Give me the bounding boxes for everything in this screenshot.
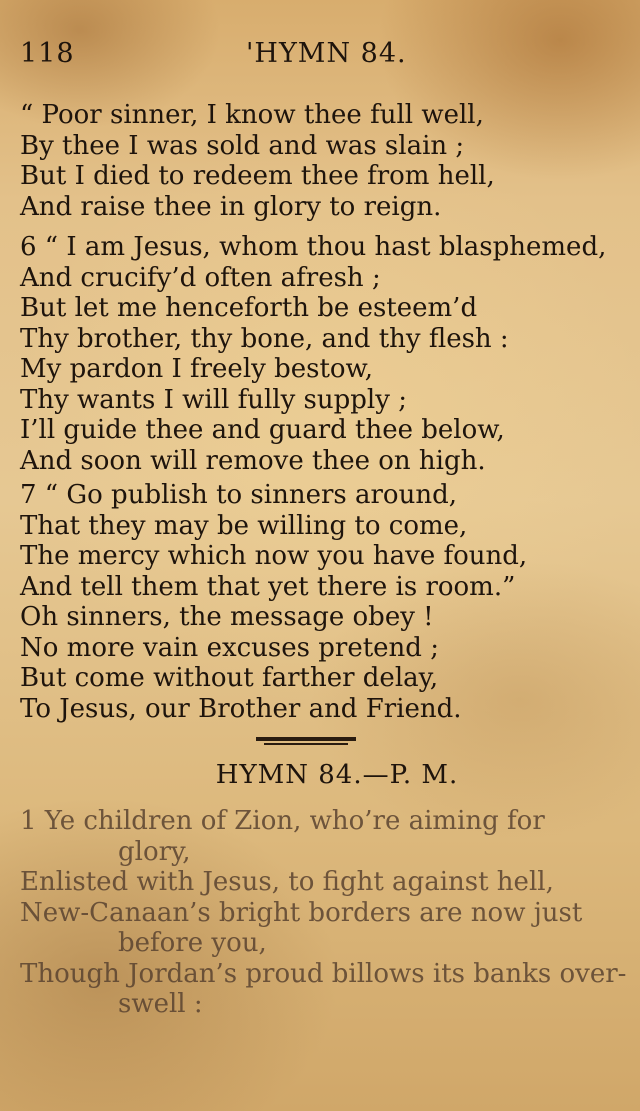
stanza-line: And crucify’d often afresh ; (20, 262, 381, 293)
hymn-title: HYMN 84.—P. M. (215, 760, 459, 790)
stanza-line: But come without farther delay, (20, 663, 439, 693)
stanza-line: But I died to redeem thee from hell, (20, 161, 495, 191)
divider-thin-rule (264, 743, 348, 745)
stanza-line: And tell them that yet there is room.” (20, 571, 516, 602)
stanza-line: The mercy which now you have found, (20, 541, 528, 571)
stanza-5 (20, 100, 630, 222)
stanza-line: To Jesus, our Brother and Friend. (20, 693, 462, 724)
running-head: 'HYMN 84. (246, 38, 407, 69)
verse-line: 1 Ye children of Zion, who’re aiming for (20, 806, 545, 836)
stanza-line: Thy brother, thy bone, and thy flesh : (20, 323, 509, 354)
stanza-7 (20, 480, 630, 724)
page-header (20, 38, 620, 78)
divider-thick-rule (256, 737, 356, 741)
stanza-line: Oh sinners, the message obey ! (20, 602, 434, 632)
stanza-line: No more vain excuses pretend ; (20, 632, 439, 663)
stanza-line: My pardon I freely bestow, (20, 354, 373, 384)
verse-line: before you, (118, 928, 267, 958)
stanza-6 (20, 232, 630, 476)
verse-line: Though Jordan’s proud billows its banks over- (20, 958, 627, 989)
stanza-line: “ Poor sinner, I know thee full well, (20, 100, 484, 130)
verse-line: New-Canaan’s bright borders are now just (20, 897, 583, 928)
hymn-verse-1 (20, 806, 630, 1020)
stanza-line: 7 “ Go publish to sinners around, (20, 480, 457, 510)
verse-line: glory, (118, 836, 191, 867)
stanza-line: And raise thee in glory to reign. (20, 191, 442, 222)
verse-line: swell : (118, 989, 203, 1019)
stanza-line: 6 “ I am Jesus, whom thou hast blasphemed, (20, 232, 607, 262)
stanza-line: And soon will remove thee on high. (20, 445, 486, 476)
verse-line: Enlisted with Jesus, to fight against hell, (20, 867, 554, 897)
stanza-line: But let me henceforth be esteem’d (20, 293, 478, 323)
page-number: 118 (20, 38, 75, 69)
stanza-line: By thee I was sold and was slain ; (20, 130, 465, 161)
section-divider (256, 737, 356, 747)
stanza-line: I’ll guide thee and guard thee below, (20, 415, 505, 445)
stanza-line: Thy wants I will fully supply ; (20, 384, 407, 415)
stanza-line: That they may be willing to come, (20, 510, 468, 541)
